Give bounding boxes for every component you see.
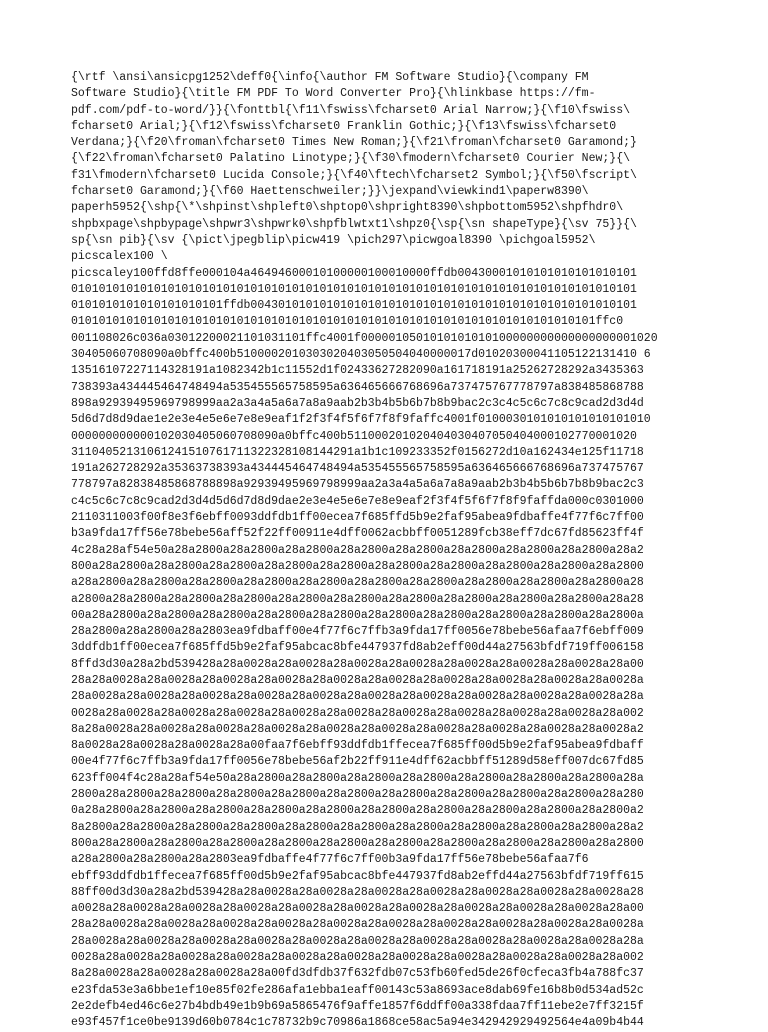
text-line: picscaley100ffd8ffe000104a46494600010100000100010000ffdb00430001010101010101010101 bbox=[71, 266, 637, 280]
text-line: 2800a28a2800a28a2800a28a2800a28a2800a28a2800a28a2800a28a2800a28a2800a28a2800a28a280 bbox=[71, 788, 644, 802]
text-line: 28a28a0028a28a0028a28a0028a28a0028a28a0028a28a0028a28a0028a28a0028a28a0028a28a0028a bbox=[71, 673, 644, 687]
text-line: 00e4f77f6c7ffb3a9fda17ff0056e78bebe56af2b22ff911e4dff62acbbff51289d58eff007dc67fd85 bbox=[71, 755, 644, 769]
rtf-source-text bbox=[71, 70, 701, 1032]
text-line: Verdana;}{\f20\froman\fcharset0 Times New Roman;}{\f21\froman\fcharset0 Garamond;} bbox=[71, 136, 637, 150]
text-line: 5d6d7d8d9dae1e2e3e4e5e6e7e8e9eaf1f2f3f4f5f6f7f8f9faffc4001f0100030101010101010101010 bbox=[71, 413, 651, 427]
text-line: 0028a28a0028a28a0028a28a0028a28a0028a28a0028a28a0028a28a0028a28a0028a28a0028a28a002 bbox=[71, 951, 644, 965]
text-line: 00a28a2800a28a2800a28a2800a28a2800a28a2800a28a2800a28a2800a28a2800a28a2800a28a2800a bbox=[71, 608, 644, 622]
text-line: 898a92939495969798999aa2a3a4a5a6a7a8a9aab2b3b4b5b6b7b8b9bac2c3c4c5c6c7c8c9cad2d3d4d bbox=[71, 396, 644, 410]
text-line: 191a262728292a35363738393a434445464748494a535455565758595a636465666768696a737475767 bbox=[71, 462, 644, 476]
text-line: a2800a28a2800a28a2800a28a2800a28a2800a28a2800a28a2800a28a2800a28a2800a28a2800a28a28 bbox=[71, 592, 644, 606]
text-line: a0028a28a0028a28a0028a28a0028a28a0028a28a0028a28a0028a28a0028a28a0028a28a0028a28a00 bbox=[71, 902, 644, 916]
text-line: e23fda53e3a6bbe1ef10e85f02fe286afa1ebba1eaff00143c53a8693ace8dab69fe16b8b0d534ad52c bbox=[71, 983, 644, 997]
text-line: 8a0028a28a0028a28a0028a28a00faa7f6ebff93ddfdb1ffecea7f685ff00d5b9e2faf95abea9fdbaff bbox=[71, 739, 644, 753]
text-line: 28a28a0028a28a0028a28a0028a28a0028a28a0028a28a0028a28a0028a28a0028a28a0028a28a0028a bbox=[71, 918, 644, 932]
text-line: 28a0028a28a0028a28a0028a28a0028a28a0028a28a0028a28a0028a28a0028a28a0028a28a0028a28a bbox=[71, 690, 644, 704]
text-line: a28a2800a28a2800a28a2800a28a2800a28a2800a28a2800a28a2800a28a2800a28a2800a28a2800a28 bbox=[71, 576, 644, 590]
text-line: 0101010101010101010101ffdb00430101010101010101010101010101010101010101010101010101 bbox=[71, 299, 637, 313]
text-line: 0101010101010101010101010101010101010101010101010101010101010101010101010101ffc0 bbox=[71, 315, 624, 329]
text-line: 4c28a28af54e50a28a2800a28a2800a28a2800a28a2800a28a2800a28a2800a28a2800a28a2800a28a2 bbox=[71, 543, 644, 557]
text-line: 0028a28a0028a28a0028a28a0028a28a0028a28a0028a28a0028a28a0028a28a0028a28a0028a28a002 bbox=[71, 706, 644, 720]
text-line: {\f22\froman\fcharset0 Palatino Linotype;}{\f30\fmodern\fcharset0 Courier New;}{\ bbox=[71, 152, 630, 166]
text-line: 8ffd3d30a28a2bd539428a28a0028a28a0028a28a0028a28a0028a28a0028a28a0028a28a0028a28a00 bbox=[71, 657, 644, 671]
text-line: 13516107227114328191a1082342b1c11552d1f02433627282090a161718191a25262728292a3435363 bbox=[71, 364, 644, 378]
text-line: 8a28a0028a28a0028a28a0028a28a00fd3dfdb37f632fdb07c53fb60fed5de26f0cfeca3fb4a788fc37 bbox=[71, 967, 644, 981]
text-line: 3ddfdb1ff00ecea7f685ffd5b9e2faf95abcac8bfe447937fd8ab2eff00d44a27563bfdf719ff006158 bbox=[71, 641, 644, 655]
text-line: 2e2defb4ed46c6e27b4bdb49e1b9b69a5865476f9affe1857f6ddff00a338fdaa7ff11ebe2e7ff3215f bbox=[71, 999, 644, 1013]
text-line: b3a9fda17ff56e78bebe56aff52f22ff00911e4dff0062acbbff0051289fcb38eff7dc67fd85623ff4f bbox=[71, 527, 644, 541]
text-line: 8a2800a28a2800a28a2800a28a2800a28a2800a28a2800a28a2800a28a2800a28a2800a28a2800a28a2 bbox=[71, 820, 644, 834]
text-line: Software Studio}{\title FM PDF To Word Converter Pro}{\hlinkbase https://fm- bbox=[71, 87, 596, 101]
text-line: 30405060708090a0bffc400b5100002010303020403050504040000017d01020300041105122131410 6 bbox=[71, 348, 651, 362]
text-line: 000000000000102030405060708090a0bffc400b511000201020404030407050404000102770001020 bbox=[71, 429, 637, 443]
text-line: pdf.com/pdf-to-word/}}{\fonttbl{\f11\fswiss\fcharset0 Arial Narrow;}{\f10\fswiss\ bbox=[71, 103, 630, 117]
text-line: 800a28a2800a28a2800a28a2800a28a2800a28a2800a28a2800a28a2800a28a2800a28a2800a28a2800 bbox=[71, 559, 644, 573]
text-line: 28a2800a28a2800a28a2803ea9fdbaff00e4f77f6c7ffb3a9fda17ff0056e78bebe56afaa7f6ebff009 bbox=[71, 625, 644, 639]
text-line: 2110311003f00f8e3f6ebff0093ddfdb1ff00ecea7f685ffd5b9e2faf95abea9fdbaffe4f77f6c7ff00 bbox=[71, 511, 644, 525]
text-line: 0a28a2800a28a2800a28a2800a28a2800a28a2800a28a2800a28a2800a28a2800a28a2800a28a2800a2 bbox=[71, 804, 644, 818]
text-line: fcharset0 Arial;}{\f12\fswiss\fcharset0 Franklin Gothic;}{\f13\fswiss\fcharset0 bbox=[71, 119, 617, 133]
text-line: f31\fmodern\fcharset0 Lucida Console;}{\f40\ftech\fcharset2 Symbol;}{\f50\fscript\ bbox=[71, 168, 637, 182]
text-line: 623ff004f4c28a28af54e50a28a2800a28a2800a28a2800a28a2800a28a2800a28a2800a28a2800a28a bbox=[71, 771, 644, 785]
text-line: 88ff00d3d30a28a2bd539428a28a0028a28a0028a28a0028a28a0028a28a0028a28a0028a28a0028a28 bbox=[71, 885, 644, 899]
text-line: 800a28a2800a28a2800a28a2800a28a2800a28a2800a28a2800a28a2800a28a2800a28a2800a28a2800 bbox=[71, 836, 644, 850]
text-line: 8a28a0028a28a0028a28a0028a28a0028a28a0028a28a0028a28a0028a28a0028a28a0028a28a0028a2 bbox=[71, 722, 644, 736]
text-line: paperh5952{\shp{\*\shpinst\shpleft0\shptop0\shpright8390\shpbottom5952\shpfhdr0\ bbox=[71, 201, 624, 215]
text-line: a28a2800a28a2800a28a2803ea9fdbaffe4f77f6c7ff00b3a9fda17ff56e78bebe56afaa7f6 bbox=[71, 853, 589, 867]
text-line: 778797a82838485868788898a92939495969798999aa2a3a4a5a6a7a8a9aab2b3b4b5b6b7b8b9bac2c3 bbox=[71, 478, 644, 492]
text-line: sp{\sn pib}{\sv {\pict\jpegblip\picw419 \pich297\picwgoal8390 \pichgoal5952\ bbox=[71, 233, 596, 247]
text-line: 001108026c036a03012200021101031101ffc4001f0000010501010101010100000000000000000001020 bbox=[71, 331, 658, 345]
text-line: ebff93ddfdb1ffecea7f685ff00d5b9e2faf95abcac8bfe447937fd8ab2effd44a27563bfdf719ff615 bbox=[71, 869, 644, 883]
text-line: 738393a434445464748494a535455565758595a636465666768696a737475767778797a838485868788 bbox=[71, 380, 644, 394]
text-line: 31104052131061241510761711322328108144291a1b1c109233352f0156272d10a162434e125f11718 bbox=[71, 445, 644, 459]
text-line: 28a0028a28a0028a28a0028a28a0028a28a0028a28a0028a28a0028a28a0028a28a0028a28a0028a28a bbox=[71, 934, 644, 948]
text-line: c4c5c6c7c8c9cad2d3d4d5d6d7d8d9dae2e3e4e5e6e7e8e9eaf2f3f4f5f6f7f8f9faffda000c0301000 bbox=[71, 494, 644, 508]
text-line: fcharset0 Garamond;}{\f60 Haettenschweiler;}}\jexpand\viewkind1\paperw8390\ bbox=[71, 185, 589, 199]
text-line: {\rtf \ansi\ansicpg1252\deff0{\info{\author FM Software Studio}{\company FM bbox=[71, 71, 589, 84]
text-line: 0101010101010101010101010101010101010101010101010101010101010101010101010101010101 bbox=[71, 282, 637, 296]
text-line: picscalex100 \ bbox=[71, 250, 168, 264]
text-line: shpbxpage\shpbypage\shpwr3\shpwrk0\shpfblwtxt1\shpz0{\sp{\sn shapeType}{\sv 75}}{\ bbox=[71, 217, 637, 231]
text-line: e93f457f1ce0be9139d60b0784c1c78732b9c70986a1868ce58ac5a94e342942929492564e4a09b4b44 bbox=[71, 1016, 644, 1030]
